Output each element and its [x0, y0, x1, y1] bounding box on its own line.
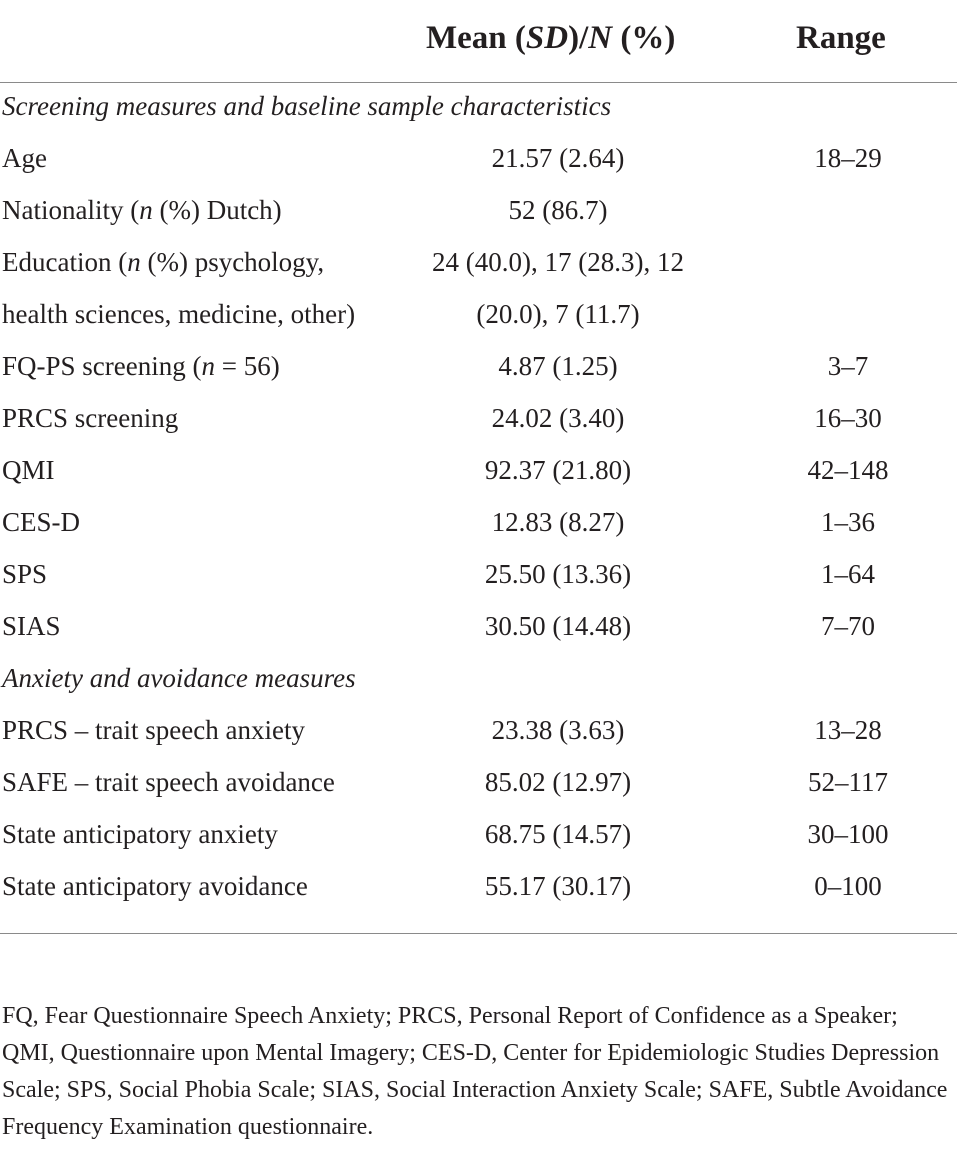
table-row: [0, 342, 957, 394]
row-range: 42–148: [807, 455, 889, 485]
row-mean: (20.0), 7 (11.7): [476, 299, 640, 329]
row-label: health sciences, medicine, other): [2, 299, 356, 329]
row-label: PRCS screening: [2, 403, 179, 433]
row-range: 7–70: [821, 611, 875, 641]
row-label: State anticipatory anxiety: [2, 819, 278, 849]
header-range: Range: [796, 20, 886, 56]
row-range: 18–29: [814, 143, 882, 173]
row-label: FQ-PS screening (n = 56): [2, 351, 280, 381]
row-label: PRCS – trait speech anxiety: [2, 715, 305, 745]
table-row: [0, 810, 957, 862]
row-mean: 4.87 (1.25): [498, 351, 618, 381]
row-range: 30–100: [807, 819, 889, 849]
table-bottom-rule: [0, 933, 957, 934]
row-mean: 24.02 (3.40): [491, 403, 625, 433]
row-label: State anticipatory avoidance: [2, 871, 308, 901]
row-range: 1–36: [821, 507, 875, 537]
table-row: [0, 394, 957, 446]
header-mean: Mean (SD)/N (%): [426, 20, 676, 56]
row-mean: 55.17 (30.17): [484, 871, 632, 901]
row-range: 52–117: [808, 767, 888, 797]
row-label: QMI: [2, 455, 55, 485]
table-row: [0, 706, 957, 758]
row-range: 0–100: [814, 871, 882, 901]
row-mean: 24 (40.0), 17 (28.3), 12: [432, 247, 684, 277]
table-row: [0, 186, 957, 238]
row-range: 1–64: [821, 559, 875, 589]
row-range: 16–30: [814, 403, 882, 433]
table-row: [0, 290, 957, 342]
table-header: [0, 0, 957, 83]
table-row: [0, 134, 957, 186]
table-footnote: FQ, Fear Questionnaire Speech Anxiety; PRCS, Personal Report of Confidence as a Speaker; QMI, Questionnaire upon Mental Imagery; CES-D, Center for Epidemiologic Studies Depression Scale; SPS, Social Phobia Scale; SIAS, Social Interaction Anxiety Scale; SAFE, Subtle Avoidance Frequency Examination questionnaire.: [2, 1003, 948, 1140]
table-row: [0, 446, 957, 498]
row-mean: 52 (86.7): [508, 195, 608, 225]
row-mean: 68.75 (14.57): [484, 819, 632, 849]
row-label: Education (n (%) psychology,: [2, 247, 325, 277]
row-mean: 30.50 (14.48): [484, 611, 632, 641]
table-row: [0, 238, 957, 290]
row-label: CES-D: [2, 507, 81, 537]
row-mean: 21.57 (2.64): [491, 143, 625, 173]
row-mean: 92.37 (21.80): [484, 455, 632, 485]
row-label: SAFE – trait speech avoidance: [2, 767, 335, 797]
row-label: SPS: [2, 559, 48, 589]
table-row: [0, 498, 957, 550]
section-label: Anxiety and avoidance measures: [2, 663, 356, 693]
row-label: SIAS: [2, 611, 61, 641]
row-mean: 23.38 (3.63): [491, 715, 625, 745]
row-range: 3–7: [827, 351, 869, 381]
row-mean: 12.83 (8.27): [491, 507, 625, 537]
section-heading-anxiety: [0, 654, 957, 706]
row-label: Nationality (n (%) Dutch): [2, 195, 282, 225]
row-mean: 25.50 (13.36): [484, 559, 632, 589]
section-heading-screening: [0, 82, 957, 134]
table-row: [0, 758, 957, 810]
row-mean: 85.02 (12.97): [484, 767, 632, 797]
table-row: [0, 862, 957, 914]
table-row: [0, 550, 957, 602]
row-label: Age: [2, 143, 47, 173]
row-range: 13–28: [814, 715, 882, 745]
section-label: Screening measures and baseline sample characteristics: [2, 91, 612, 121]
table-row: [0, 602, 957, 654]
